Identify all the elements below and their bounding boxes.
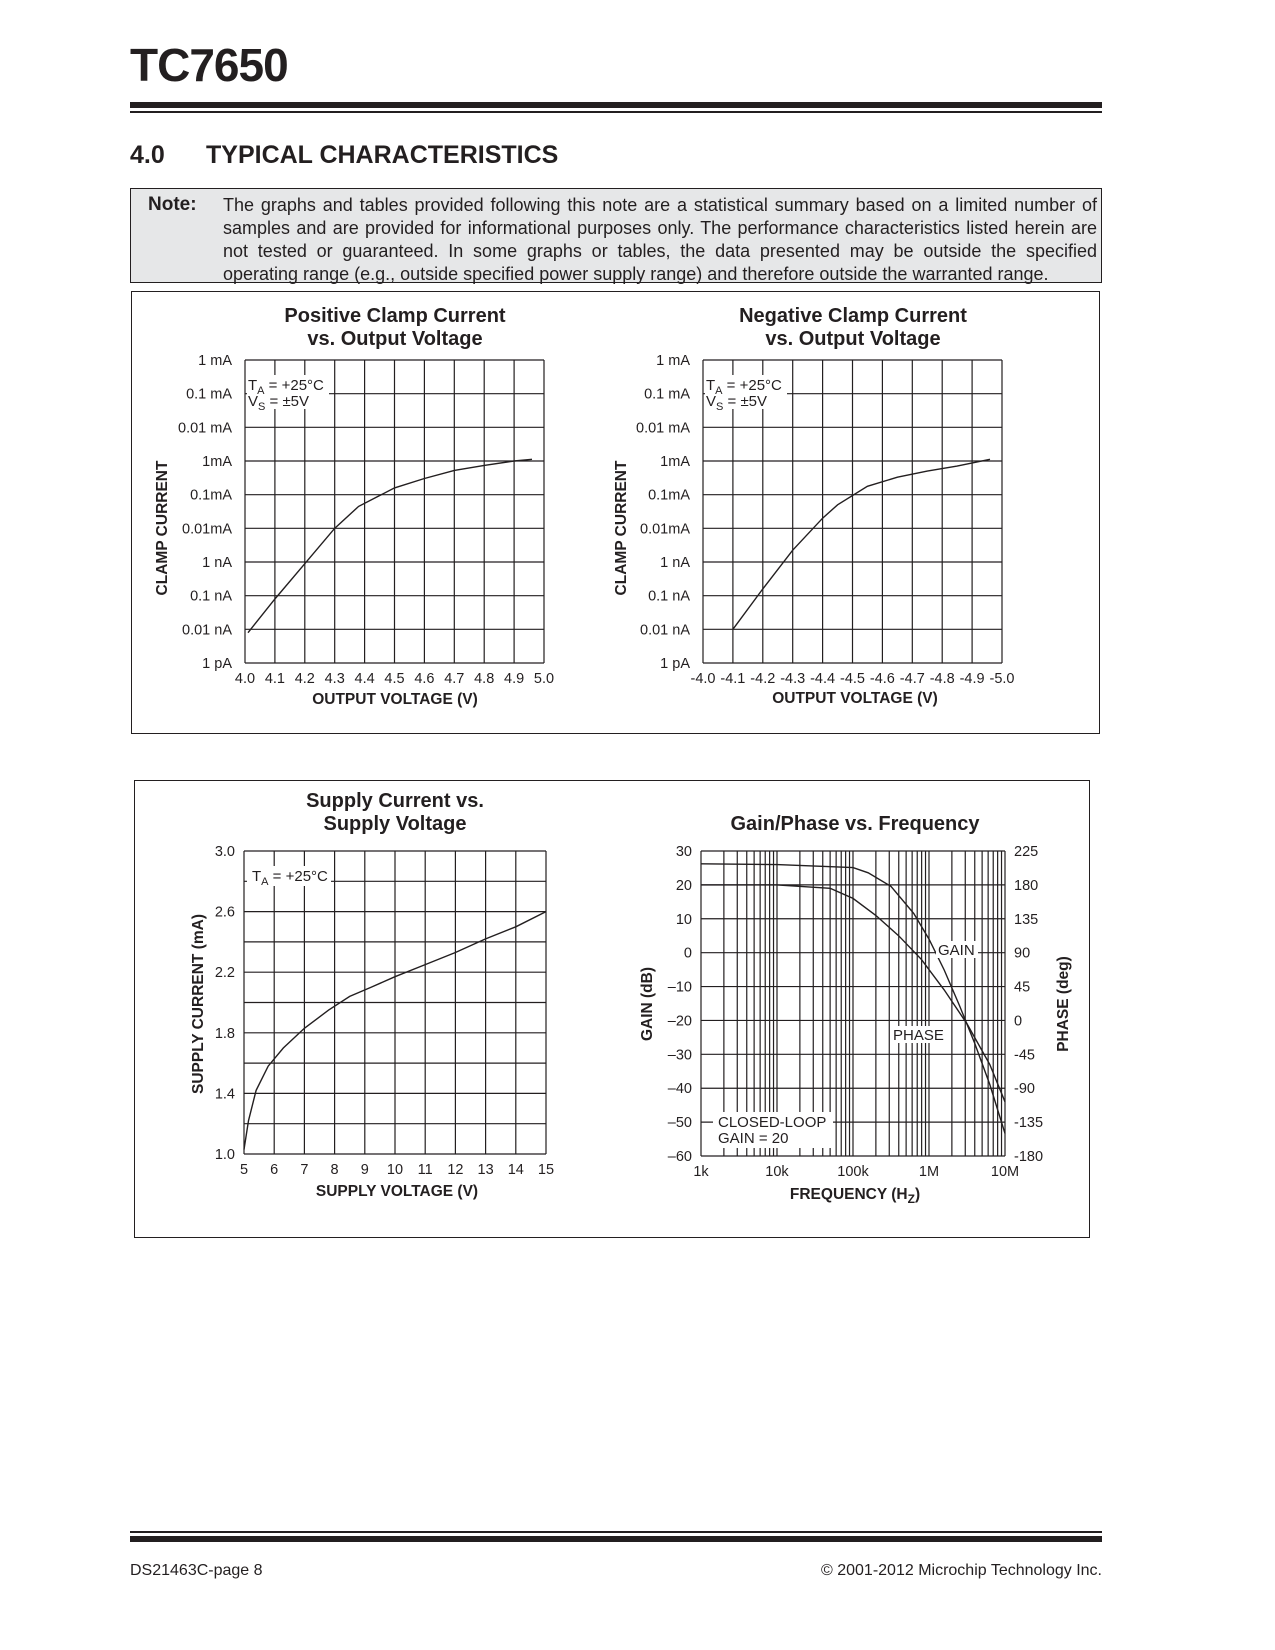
note-text: The graphs and tables provided following this note are a statistical summary based on a limited number of samples and are provided for informational purposes only. The performance characteristics listed herein are not tested or guaranteed. In some graphs or tables, the data presented may be outside the specified operating range (e.g., outside specified power supply range) and therefore outside the warranted range. xyxy=(223,195,1097,284)
neg_clamp-title-1: vs. Output Voltage xyxy=(765,328,941,350)
gainphase-y-tick: –50 xyxy=(667,1115,692,1132)
neg_clamp-x-tick: -4.9 xyxy=(959,671,985,687)
supply-y-tick: 1.0 xyxy=(214,1147,235,1163)
chart-neg_clamp xyxy=(613,305,1015,707)
gainphase-closed-loop-label: CLOSED-LOOP xyxy=(718,1114,827,1131)
neg_clamp-y-tick: 1mA xyxy=(660,454,690,470)
pos_clamp-x-tick: 4.6 xyxy=(414,671,435,687)
neg_clamp-x-tick: -4.2 xyxy=(750,671,776,687)
neg_clamp-y-tick: 0.1mA xyxy=(648,487,690,504)
footer-page-id: DS21463C-page 8 xyxy=(130,1562,263,1579)
neg_clamp-x-tick: -4.7 xyxy=(899,671,925,687)
supply-x-tick: 7 xyxy=(300,1162,309,1178)
pos_clamp-y-tick: 0.1mA xyxy=(190,487,232,504)
supply-y-tick: 1.4 xyxy=(214,1086,235,1103)
supply-x-tick: 6 xyxy=(270,1162,279,1178)
pos_clamp-y-tick: 1 pA xyxy=(202,656,232,672)
supply-y-tick: 1.8 xyxy=(214,1025,235,1042)
gainphase-y-tick: –10 xyxy=(667,979,692,996)
pos_clamp-y-tick: 1 nA xyxy=(202,555,232,571)
supply-annotation-ta: $T_A = +25^\circ C$ xyxy=(252,868,328,888)
pos_clamp-title-0: Positive Clamp Current xyxy=(284,305,506,327)
gainphase-x-tick: 100k xyxy=(837,1164,869,1180)
pos_clamp-x-tick: 5.0 xyxy=(533,671,555,687)
neg_clamp-x-tick: -4.6 xyxy=(869,671,895,687)
pos_clamp-x-tick: 4.0 xyxy=(234,671,256,687)
gainphase-x-tick: 1M xyxy=(918,1164,940,1180)
gainphase-title-0: Gain/Phase vs. Frequency xyxy=(730,813,980,835)
pos_clamp-x-tick: 4.8 xyxy=(474,671,495,687)
pos_clamp-annotation-vs: $V_S = \pm 5V$ xyxy=(248,393,310,413)
neg_clamp-x-tick: -4.0 xyxy=(690,671,716,687)
neg_clamp-y-tick: 1 nA xyxy=(660,555,690,571)
neg_clamp-annotation-ta: $T_A = +25^\circ C$ xyxy=(706,377,782,397)
pos_clamp-x-tick: 4.4 xyxy=(354,671,375,687)
supply-x-tick: 13 xyxy=(477,1162,494,1178)
supply-x-tick: 10 xyxy=(386,1162,404,1178)
pos_clamp-y-tick: 0.1 mA xyxy=(186,386,232,403)
gainphase-y2-tick: -90 xyxy=(1014,1081,1035,1098)
gainphase-y2-tick: -45 xyxy=(1014,1047,1035,1064)
gainphase-y-tick: –60 xyxy=(667,1149,692,1165)
pos_clamp-annotation-ta: $T_A = +25^\circ C$ xyxy=(248,377,324,397)
section-title: TYPICAL CHARACTERISTICS xyxy=(206,141,559,169)
supply-x-tick: 5 xyxy=(239,1162,249,1178)
gainphase-y2-tick: 135 xyxy=(1014,911,1039,928)
footer-rule-thin xyxy=(130,1531,1102,1533)
supply-y-tick: 2.6 xyxy=(214,904,235,921)
pos_clamp-x-tick: 4.5 xyxy=(384,671,405,687)
neg_clamp-y-tick: 0.1 nA xyxy=(648,588,690,605)
gainphase-x-tick: 1k xyxy=(693,1164,709,1180)
chart-gainphase xyxy=(639,813,1072,1206)
neg_clamp-y-tick: 0.1 mA xyxy=(644,386,690,403)
pos_clamp-x-label: OUTPUT VOLTAGE (V) xyxy=(312,691,478,708)
note-label: Note: xyxy=(148,194,197,215)
supply-x-tick: 12 xyxy=(447,1162,464,1178)
supply-x-tick: 11 xyxy=(417,1162,433,1178)
neg_clamp-y-label: CLAMP CURRENT xyxy=(613,460,630,596)
footer-rule-thick xyxy=(130,1536,1102,1542)
gainphase-y2-tick: -135 xyxy=(1014,1115,1044,1132)
gainphase-x-tick: 10M xyxy=(990,1164,1020,1180)
gainphase-y2-tick: 180 xyxy=(1014,877,1039,894)
supply-title-0: Supply Current vs. xyxy=(306,790,484,812)
pos_clamp-y-tick: 0.1 nA xyxy=(190,588,232,605)
neg_clamp-y-tick: 1 mA xyxy=(656,353,690,369)
gainphase-y-tick: –30 xyxy=(667,1047,692,1064)
pos_clamp-y-label: CLAMP CURRENT xyxy=(154,460,171,596)
gainphase-y-tick: 30 xyxy=(675,844,692,860)
neg_clamp-x-tick: -4.1 xyxy=(720,671,746,687)
gainphase-y2-tick: 90 xyxy=(1014,945,1031,962)
neg_clamp-x-tick: -4.3 xyxy=(780,671,806,687)
pos_clamp-y-tick: 0.01mA xyxy=(182,521,232,538)
gainphase-x-tick: 10k xyxy=(765,1164,789,1180)
footer-copyright: © 2001-2012 Microchip Technology Inc. xyxy=(821,1562,1102,1579)
neg_clamp-y-tick: 0.01mA xyxy=(640,521,690,538)
neg_clamp-series-line xyxy=(733,459,990,629)
pos_clamp-x-tick: 4.9 xyxy=(504,671,525,687)
pos_clamp-y-tick: 1mA xyxy=(202,454,232,470)
pos_clamp-y-tick: 0.01 nA xyxy=(182,622,232,639)
pos_clamp-title-1: vs. Output Voltage xyxy=(307,328,483,350)
neg_clamp-title-0: Negative Clamp Current xyxy=(739,305,967,327)
neg_clamp-y-tick: 0.01 nA xyxy=(640,622,690,639)
neg_clamp-annotation-vs: $V_S = \pm 5V$ xyxy=(706,393,768,413)
neg_clamp-x-label: OUTPUT VOLTAGE (V) xyxy=(772,690,938,707)
supply-y-tick: 3.0 xyxy=(214,844,235,860)
gainphase-y-label: GAIN (dB) xyxy=(639,966,656,1042)
supply-x-tick: 8 xyxy=(330,1162,339,1178)
pos_clamp-series-line xyxy=(248,459,532,632)
neg_clamp-x-tick: -4.8 xyxy=(929,671,955,687)
pos_clamp-x-tick: 4.1 xyxy=(264,671,285,687)
chart-pos_clamp xyxy=(154,305,554,708)
gainphase-y-tick: –40 xyxy=(667,1081,692,1098)
pos_clamp-x-tick: 4.3 xyxy=(324,671,345,687)
neg_clamp-y-tick: 1 pA xyxy=(660,656,690,672)
gainphase-y2-label: PHASE (deg) xyxy=(1055,956,1072,1052)
gainphase-y2-tick: 225 xyxy=(1014,844,1039,860)
supply-x-label: SUPPLY VOLTAGE (V) xyxy=(315,1183,479,1200)
gainphase-closed-loop-gain-label: GAIN = 20 xyxy=(718,1130,789,1147)
supply-x-tick: 14 xyxy=(507,1162,524,1178)
pos_clamp-x-tick: 4.7 xyxy=(444,671,465,687)
chart-supply xyxy=(190,790,554,1200)
neg_clamp-x-tick: -5.0 xyxy=(989,671,1015,687)
gainphase-y-tick: –20 xyxy=(667,1013,692,1030)
gainphase-gain-label: GAIN xyxy=(938,942,975,959)
gainphase-y-tick: 0 xyxy=(683,945,692,962)
gainphase-y2-tick: 0 xyxy=(1014,1013,1023,1030)
gainphase-y-tick: 10 xyxy=(675,911,692,928)
neg_clamp-x-tick: -4.5 xyxy=(840,671,865,687)
section-number: 4.0 xyxy=(130,141,165,169)
neg_clamp-y-tick: 0.01 mA xyxy=(636,420,690,437)
pos_clamp-y-tick: 1 mA xyxy=(198,353,232,369)
pos_clamp-y-tick: 0.01 mA xyxy=(178,420,232,437)
document-title: TC7650 xyxy=(130,39,288,91)
supply-x-tick: 15 xyxy=(537,1162,555,1178)
gainphase-y2-tick: -180 xyxy=(1014,1149,1044,1165)
neg_clamp-x-tick: -4.4 xyxy=(810,671,836,687)
gainphase-x-label: FREQUENCY $(H_Z)$ xyxy=(789,1186,921,1206)
gainphase-phase-label: PHASE xyxy=(893,1027,944,1044)
supply-title-1: Supply Voltage xyxy=(323,813,467,835)
supply-x-tick: 9 xyxy=(360,1162,369,1178)
gainphase-y2-tick: 45 xyxy=(1014,979,1031,996)
pos_clamp-x-tick: 4.2 xyxy=(294,671,315,687)
supply-y-tick: 2.2 xyxy=(214,965,235,982)
supply-y-label: SUPPLY CURRENT (mA) xyxy=(190,914,207,1094)
gainphase-y-tick: 20 xyxy=(675,877,692,894)
